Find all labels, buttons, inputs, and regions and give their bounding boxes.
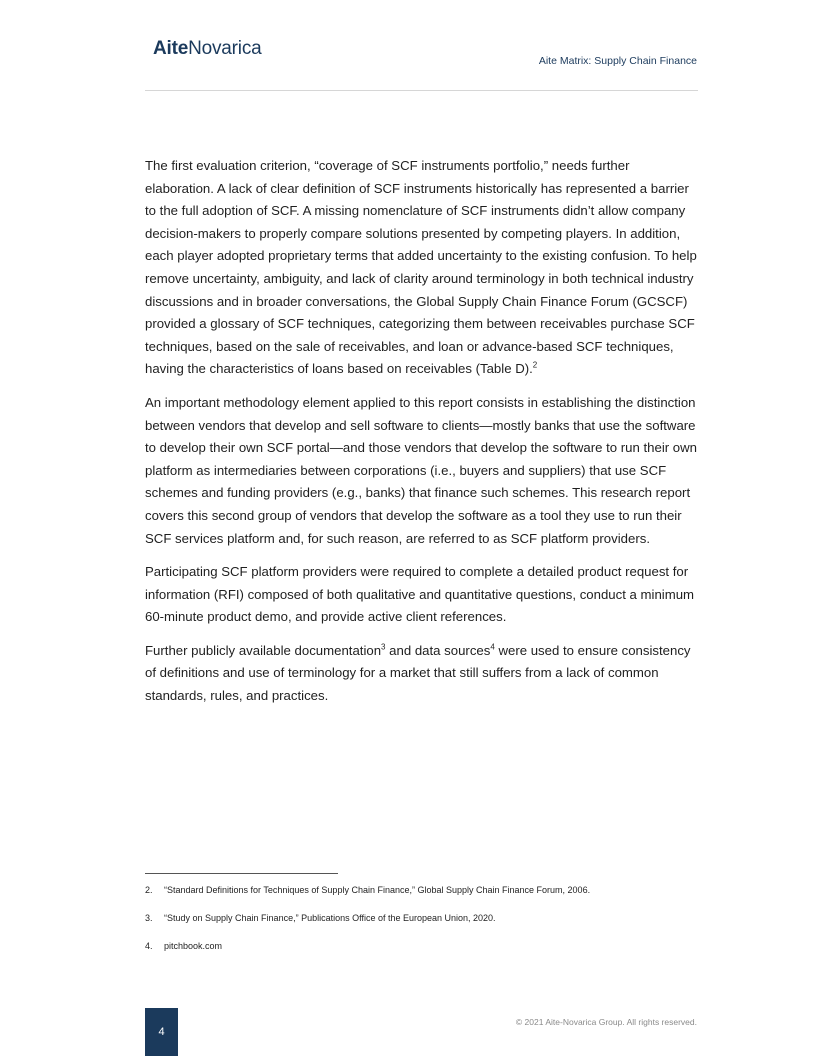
footnote-number: 2. [145,885,153,895]
footnote-number: 4. [145,941,153,951]
paragraph-methodology [145,392,700,550]
footnote-divider [145,873,338,874]
footnote-item [145,941,705,956]
document-header-title: Aite Matrix: Supply Chain Finance [538,55,697,67]
footnotes [145,885,705,969]
paragraph-text: The first evaluation criterion, “coverage of SCF instruments portfolio,” needs further elaboration. A lack of clear definition of SCF instruments historically has represented a barrier to the full adoption of SCF. A missing nomenclature of SCF instruments didn’t allow company decision-makers to properly compare solutions presented by competing players. In addition, each player adopted proprietary terms that added uncertainty to the existing confusion. To help remove uncertainty, ambiguity, and lack of clarity around terminology in both technical industry discussions and in broader conversations, the Global Supply Chain Finance Forum (GCSCF) provided a glossary of SCF techniques, categorizing them between receivables purchase SCF techniques, based on the sale of receivables, and loan or advance-based SCF techniques, having the characteristics of loans based on receivables (Table D). [145,158,697,377]
footnote-text: “Study on Supply Chain Finance,” Publications Office of the European Union, 2020. [164,913,496,923]
paragraph-documentation [145,640,700,708]
footnote-number: 3. [145,913,153,923]
footnote-ref-4: 4 [490,642,495,652]
logo-novarica-text: Novarica [188,38,262,59]
logo-aite-text: Aite [153,38,189,59]
footnote-text: pitchbook.com [164,941,223,951]
paragraph-evaluation-criterion [145,155,700,381]
footnote-item [145,885,705,900]
paragraph-text-b: and data sources [385,642,491,658]
paragraph-text: Participating SCF platform providers were required to complete a detailed product request for information (RFI) composed of both qualitative and quantitative questions, conduct a minimum 60-minute product demo, and provide active client references. [145,564,695,625]
footnote-item [145,913,705,928]
copyright-notice: © 2021 Aite-Novarica Group. All rights reserved. [515,1017,697,1027]
paragraph-text: An important methodology element applied to this report consists in establishing the distinction between vendors that develop and sell software to clients—mostly banks that use the software to develop their own SCF portal—and those vendors that develop the software to run their own platform as intermediaries between corporations (i.e., buyers and suppliers) that use SCF schemes and funding providers (e.g., banks) that finance such schemes. This research report covers this second group of vendors that develop the software as a tool they use to run their SCF services platform and, for such reason, are referred to as SCF platform providers. [145,394,697,546]
paragraph-text-c: were used to ensure consistency of definitions and use of terminology for a market that still suffers from a lack of common standards, rules, and practices. [145,642,691,704]
main-body [145,155,700,719]
header-divider [145,90,698,91]
paragraph-participation [145,561,700,629]
page-number-badge [145,1008,178,1056]
footnote-text: “Standard Definitions for Techniques of Supply Chain Finance,” Global Supply Chain Finance Forum, 2006. [164,885,591,895]
paragraph-text-a: Further publicly available documentation [145,642,382,658]
page-number: 4 [158,1026,165,1038]
footnote-ref-3: 3 [381,642,386,652]
footnote-ref-2: 2 [532,360,538,370]
company-logo [153,38,261,60]
